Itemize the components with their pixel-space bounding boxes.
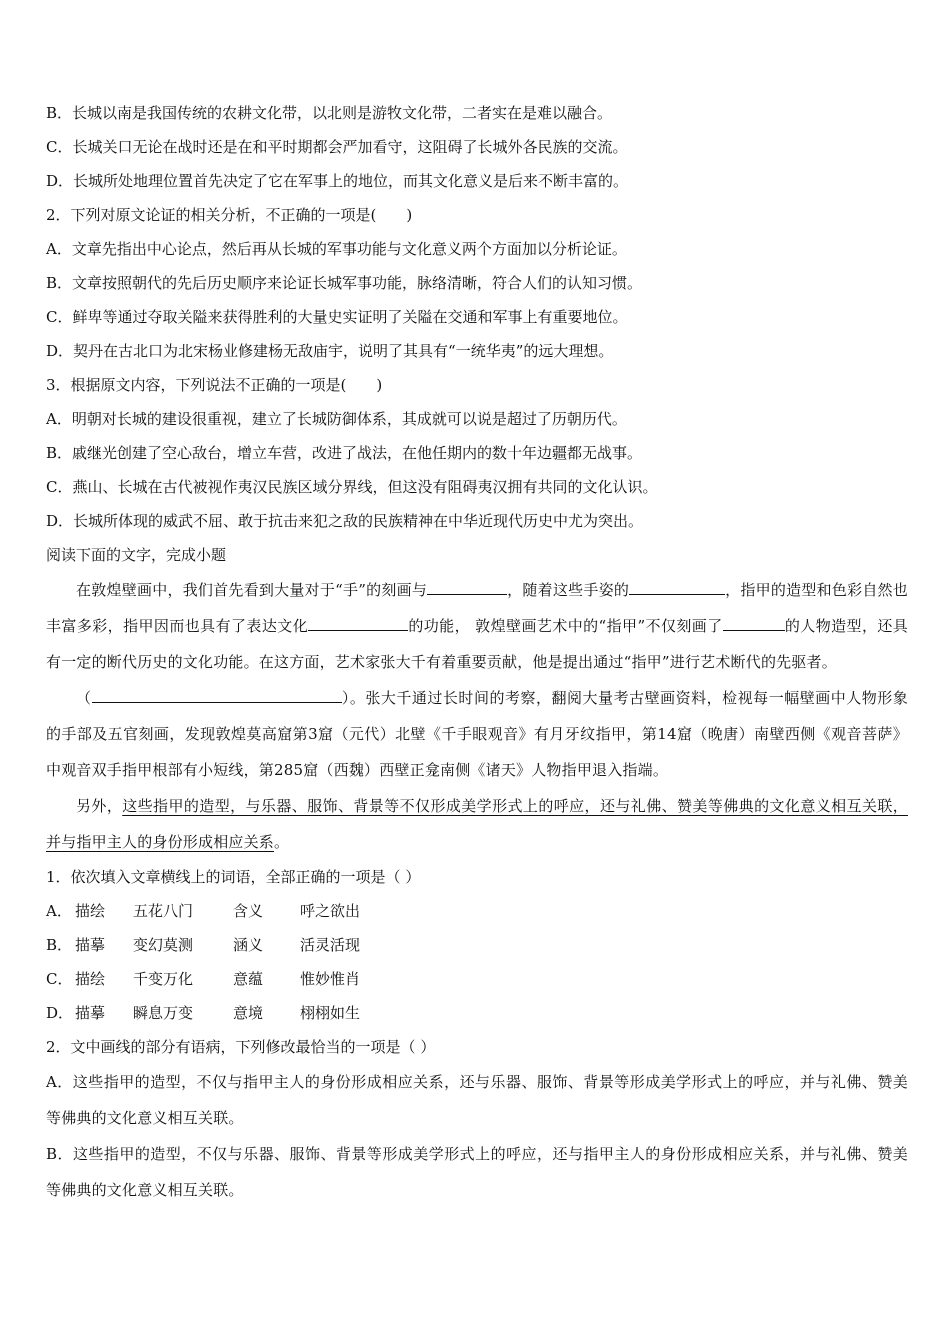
question-3-stem: 3．根据原文内容，下列说法不正确的一项是( ): [46, 376, 383, 394]
reading-intro: 阅读下面的文字，完成小题: [46, 546, 227, 564]
document-page: [46, 96, 908, 1208]
sentence-blank: [92, 684, 342, 703]
option-c: C．长城关口无论在战时还是在和平时期都会严加看守，这阻碍了长城外各民族的交流。: [46, 138, 628, 156]
word-option-d: D． 描摹 瞬息万变 意境 栩栩如生: [46, 1004, 361, 1022]
fill-blank-1: [427, 576, 507, 595]
question-2-stem: 2．下列对原文论证的相关分析，不正确的一项是( ): [46, 206, 413, 224]
q3-option-a: A．明朝对长城的建设很重视，建立了长城防御体系，其成就可以说是超过了历朝历代。: [46, 410, 627, 428]
passage-paragraph-1: 在敦煌壁画中，我们首先看到大量对于“手”的刻画与 ，随着这些手姿的 ，指甲的造型和色彩自然也丰富多彩，指甲因而也具有了表达文化 的功能， 敦煌壁画艺术中的“指甲”不仅刻画了 的人物造型，还具有一定的断代历史的文化功能。在这方面，艺术家张大千有着重要贡献，他是提出通过“指甲”进行艺术断代的先驱者。: [46, 572, 908, 680]
option-b: B．长城以南是我国传统的农耕文化带，以北则是游牧文化带，二者实在是难以融合。: [46, 104, 613, 122]
word-option-c: C． 描绘 千变万化 意蕴 惟妙惟肖: [46, 970, 361, 988]
q2-option-b: B．文章按照朝代的先后历史顺序来论证长城军事功能，脉络清晰，符合人们的认知习惯。: [46, 274, 643, 292]
word-option-a: A． 描绘 五花八门 含义 呼之欲出: [46, 902, 361, 920]
part2-question-2-stem: 2．文中画线的部分有语病，下列修改最恰当的一项是（ ）: [46, 1038, 436, 1056]
passage-paragraph-3: 另外，这些指甲的造型，与乐器、服饰、背景等不仅形成美学形式上的呼应，还与礼佛、赞美等佛典的文化意义相互关联，并与指甲主人的身份形成相应关系。: [46, 797, 908, 851]
revision-option-a: A．这些指甲的造型，不仅与指甲主人的身份形成相应关系，还与乐器、服饰、背景等形成美学形式上的呼应，并与礼佛、赞美等佛典的文化意义相互关联。: [46, 1073, 908, 1127]
q3-option-c: C．燕山、长城在古代被视作夷汉民族区域分界线，但这没有阻碍夷汉拥有共同的文化认识。: [46, 478, 658, 496]
q2-option-d: D．契丹在古北口为北宋杨业修建杨无敌庙宇，说明了其具有“一统华夷”的远大理想。: [46, 342, 614, 360]
revision-option-b: B．这些指甲的造型，不仅与乐器、服饰、背景等形成美学形式上的呼应，还与指甲主人的身份形成相应关系，并与礼佛、赞美等佛典的文化意义相互关联。: [46, 1145, 908, 1199]
q2-option-a: A．文章先指出中心论点，然后再从长城的军事功能与文化意义两个方面加以分析论证。: [46, 240, 627, 258]
option-d: D．长城所处地理位置首先决定了它在军事上的地位，而其文化意义是后来不断丰富的。: [46, 172, 629, 190]
fill-blank-3: [308, 612, 408, 631]
q3-option-b: B．戚继光创建了空心敌台，增立车营，改进了战法，在他任期内的数十年边疆都无战事。: [46, 444, 643, 462]
passage-paragraph-2: （ ）。张大千通过长时间的考察，翻阅大量考古壁画资料，检视每一幅壁画中人物形象的手部及五官刻画，发现敦煌莫高窟第3窟（元代）北壁《千手眼观音》有月牙纹指甲，第14窟（晚唐）南壁西侧《观音菩萨》中观音双手指甲根部有小短线，第285窟（西魏）西壁正龛南侧《诸天》人物指甲退入指端。: [46, 680, 908, 788]
fill-blank-4: [723, 612, 785, 631]
underlined-sentence: 这些指甲的造型，与乐器、服饰、背景等不仅形成美学形式上的呼应，还与礼佛、赞美等佛典的文化意义相互关联，并与指甲主人的身份形成相应关系: [46, 797, 908, 851]
part2-question-1-stem: 1．依次填入文章横线上的词语，全部正确的一项是（ ）: [46, 868, 421, 886]
q2-option-c: C．鲜卑等通过夺取关隘来获得胜利的大量史实证明了关隘在交通和军事上有重要地位。: [46, 308, 628, 326]
fill-blank-2: [629, 576, 725, 595]
q3-option-d: D．长城所体现的威武不屈、敢于抗击来犯之敌的民族精神在中华近现代历史中尤为突出。: [46, 512, 644, 530]
word-option-b: B． 描摹 变幻莫测 涵义 活灵活现: [46, 936, 361, 954]
